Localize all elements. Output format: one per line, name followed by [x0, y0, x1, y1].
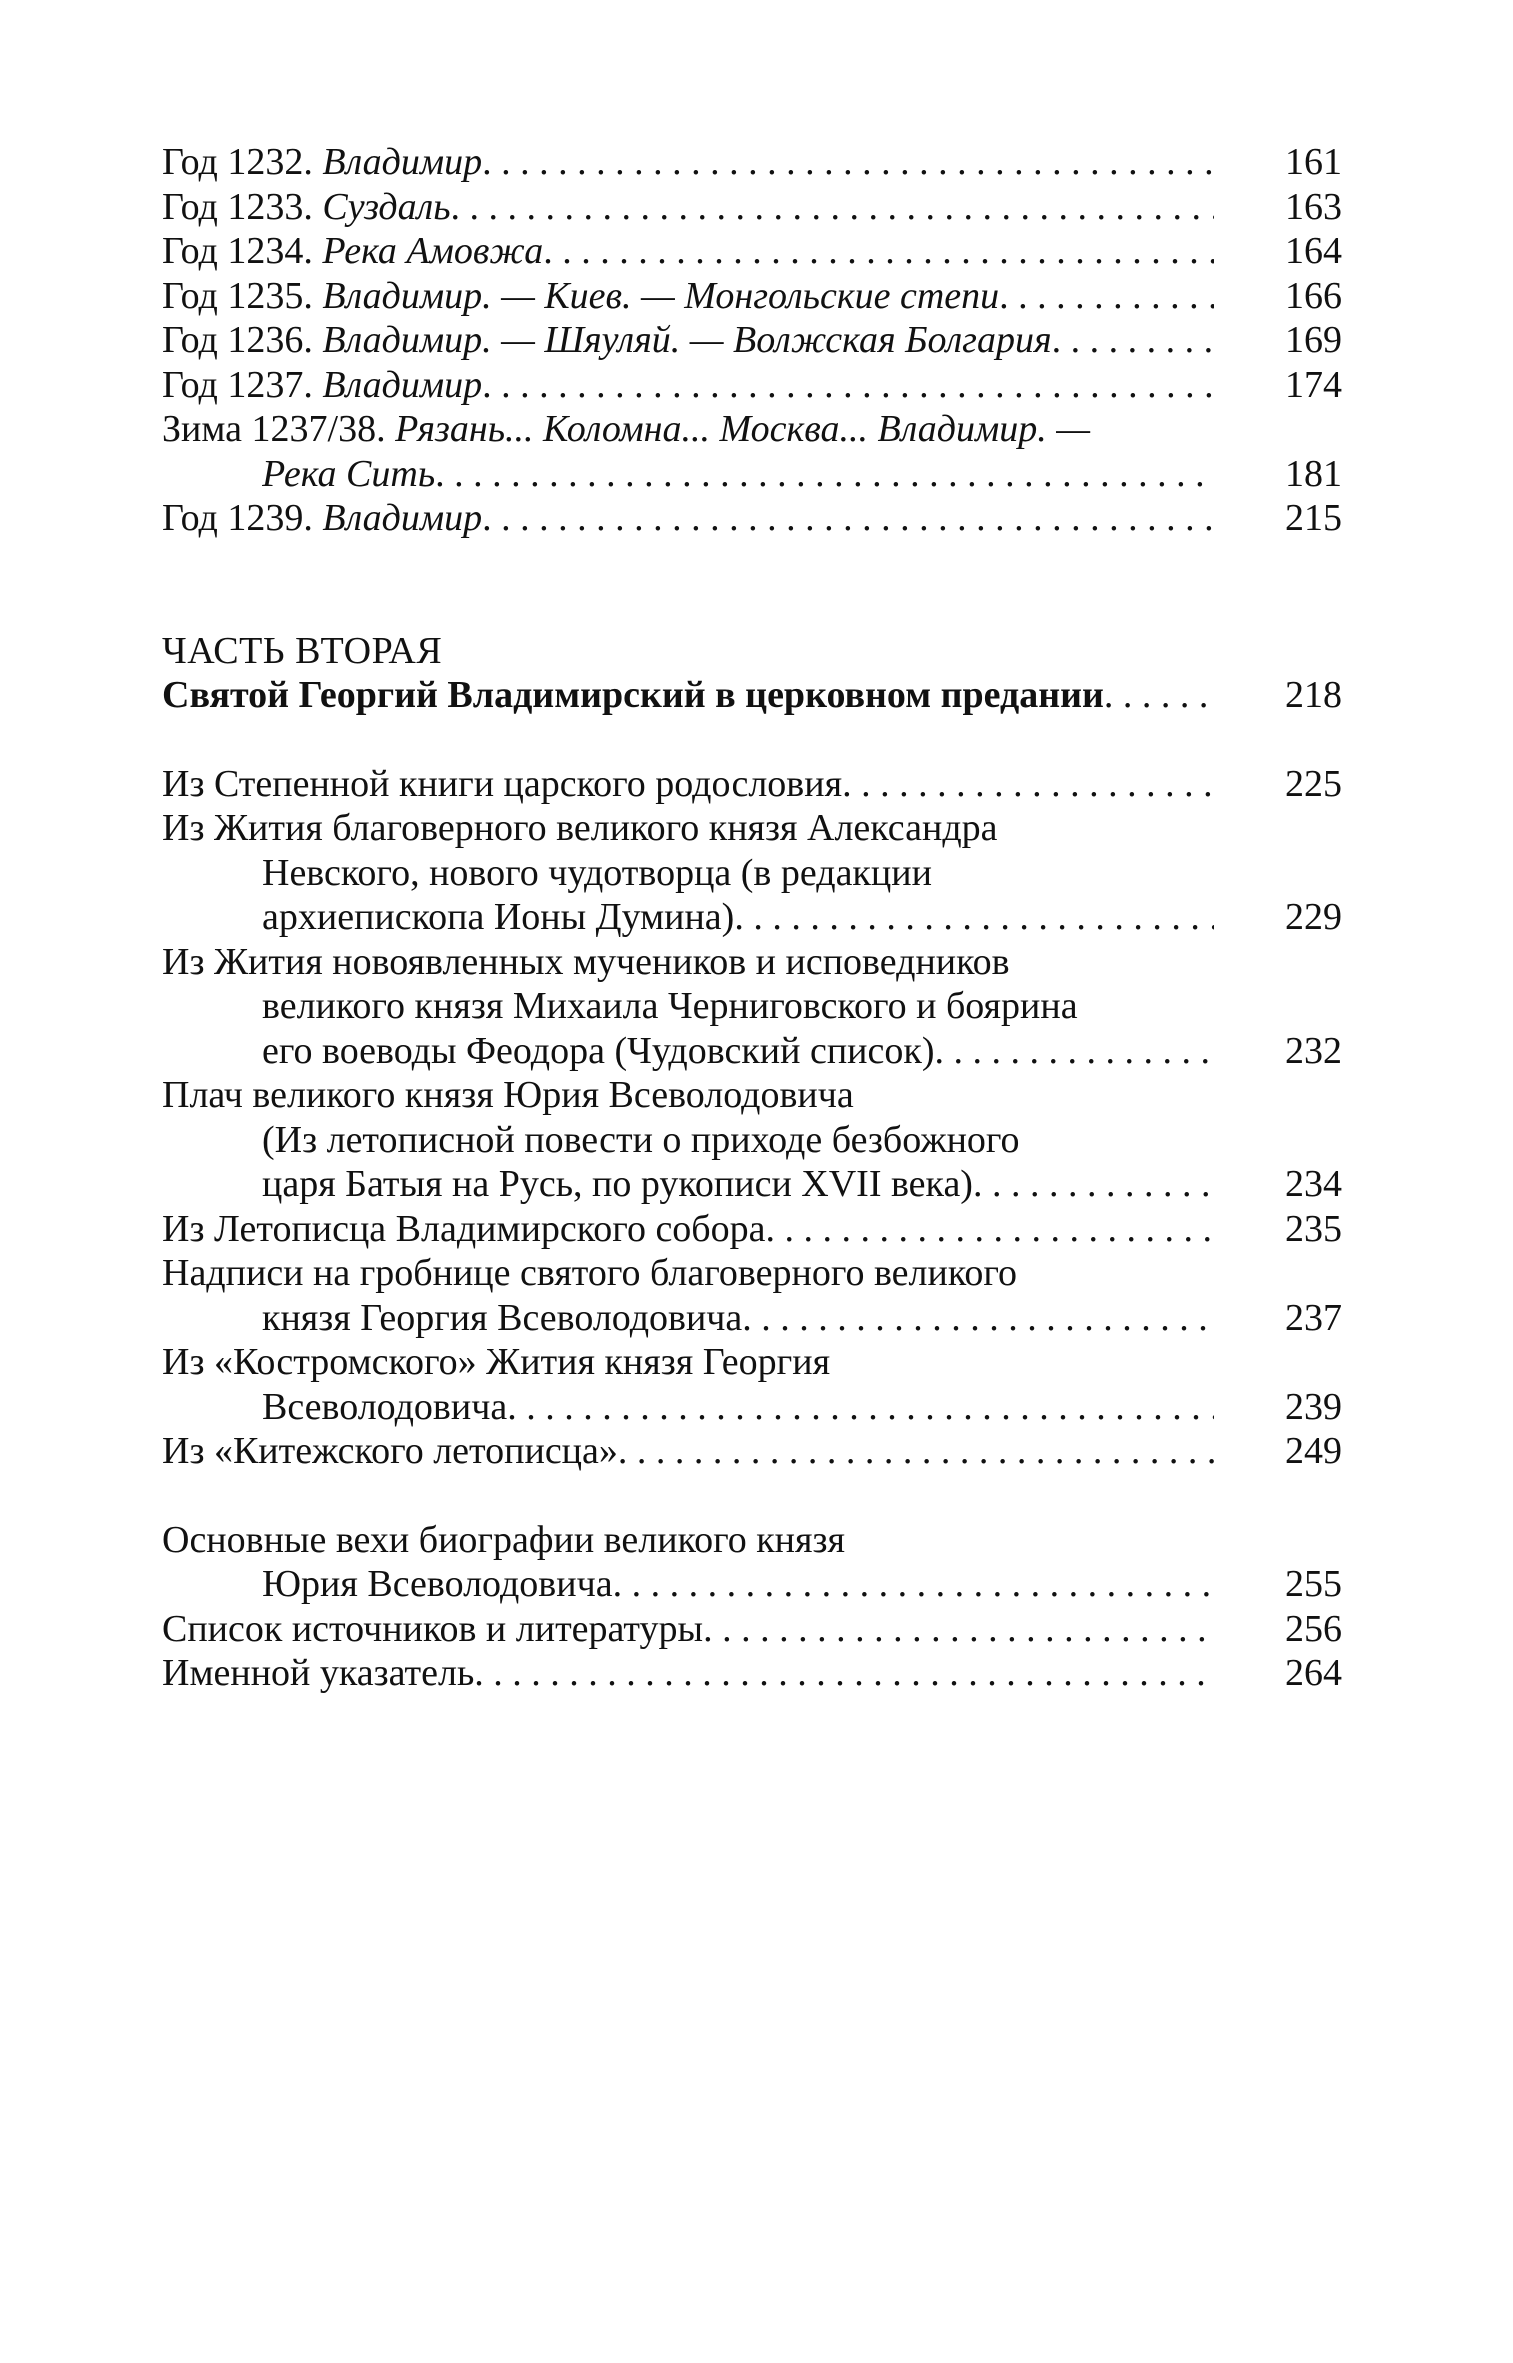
toc-entry[interactable]	[162, 496, 1342, 541]
entry-title: Плач великого князя Юрия Всеволодовича	[162, 1074, 854, 1116]
entry-prefix: Год 1233.	[162, 185, 323, 228]
toc-entry-winter[interactable]	[162, 407, 1342, 496]
entry-title-cont: (Из летописной повести о приходе безбожного	[262, 1118, 1020, 1161]
toc-entry[interactable]	[162, 229, 1342, 274]
page-number: 249	[1285, 1430, 1342, 1472]
toc-entry[interactable]	[162, 1607, 1342, 1652]
entry-title: Святой Георгий Владимирский в церковном предании	[162, 674, 1104, 716]
leader-dots	[451, 185, 1215, 230]
page-number: 232	[1285, 1029, 1342, 1072]
toc-entry[interactable]	[162, 806, 1342, 940]
toc-entry-bold[interactable]	[162, 673, 1342, 718]
entry-prefix: Год 1239.	[162, 497, 323, 539]
toc-entry[interactable]	[162, 1340, 1342, 1429]
page-number: 161	[1285, 141, 1342, 183]
entry-title-cont: Всеволодовича	[262, 1385, 508, 1428]
toc-entry[interactable]	[162, 940, 1342, 1074]
toc-entry[interactable]	[162, 140, 1342, 185]
entry-title: Из «Китежского летописца»	[162, 1430, 618, 1472]
page-number: 235	[1285, 1207, 1342, 1250]
leader-dots	[766, 1207, 1214, 1252]
page-number: 256	[1285, 1607, 1342, 1650]
leader-dots	[734, 895, 1214, 940]
toc-entry[interactable]	[162, 1251, 1342, 1340]
leader-dots	[543, 229, 1214, 274]
leader-dots	[703, 1607, 1214, 1652]
toc-entry[interactable]	[162, 1518, 1342, 1607]
leader-dots	[507, 1385, 1214, 1430]
entry-title-cont: великого князя Михаила Черниговского и боярина	[262, 985, 1078, 1027]
leader-dots	[613, 1562, 1214, 1607]
entry-place: Владимир	[322, 141, 483, 183]
page-number: 229	[1285, 896, 1342, 938]
leader-dots	[482, 140, 1214, 185]
entry-prefix: Зима 1237/38.	[162, 408, 396, 450]
page-number: 239	[1285, 1385, 1342, 1428]
entry-title-cont: князя Георгия Всеволодовича	[262, 1296, 743, 1339]
entry-title: Из Жития благоверного великого князя Александра	[162, 807, 998, 849]
entry-prefix: Год 1232.	[162, 141, 323, 183]
entry-title-cont: Юрия Всеволодовича	[262, 1563, 613, 1605]
toc-entry[interactable]	[162, 185, 1342, 230]
leader-dots	[742, 1296, 1214, 1341]
entry-title-cont: архиепископа Ионы Думина)	[262, 896, 735, 938]
page-number: 225	[1285, 762, 1342, 805]
toc-entry[interactable]	[162, 1429, 1342, 1474]
page-number: 234	[1285, 1163, 1342, 1205]
leader-dots	[435, 452, 1214, 497]
leader-dots	[482, 363, 1214, 408]
entry-title-cont: царя Батыя на Русь, по рукописи XVII века)	[262, 1163, 973, 1205]
entry-place: Река Амовжа	[322, 230, 544, 272]
leader-dots	[1052, 318, 1214, 363]
entry-title: Именной указатель	[162, 1652, 475, 1694]
entry-place: Суздаль	[322, 185, 451, 228]
entry-title: Надписи на гробнице святого благоверного великого	[162, 1252, 1018, 1294]
toc-entry[interactable]	[162, 762, 1342, 807]
entry-title: Из Летописца Владимирского собора	[162, 1207, 766, 1250]
page-number: 264	[1285, 1652, 1342, 1694]
entry-title: Из Жития новоявленных мучеников и исповедников	[162, 940, 1010, 983]
toc-entry[interactable]	[162, 363, 1342, 408]
entry-title: Из «Костромского» Жития князя Георгия	[162, 1341, 831, 1383]
toc-entry[interactable]	[162, 1073, 1342, 1207]
leader-dots	[999, 274, 1214, 319]
entry-place: Владимир	[322, 363, 483, 406]
entry-place: Владимир	[322, 497, 483, 539]
page-number: 163	[1285, 185, 1342, 228]
leader-dots	[973, 1162, 1214, 1207]
leader-dots	[842, 762, 1214, 807]
entry-title: Из Степенной книги царского родословия	[162, 762, 843, 805]
leader-dots	[1104, 673, 1214, 718]
toc-entry[interactable]	[162, 318, 1342, 363]
entry-prefix: Год 1237.	[162, 363, 323, 406]
leader-dots	[935, 1029, 1215, 1074]
leader-dots	[482, 496, 1214, 541]
page-number: 169	[1285, 319, 1342, 361]
entry-places-line1: Рязань... Коломна... Москва... Владимир. —	[395, 408, 1091, 450]
entry-prefix: Год 1234.	[162, 230, 323, 272]
page-number: 181	[1285, 452, 1342, 495]
page-number: 215	[1285, 497, 1342, 539]
toc-entry[interactable]	[162, 274, 1342, 319]
entry-title: Список источников и литературы	[162, 1607, 704, 1650]
toc-entry[interactable]	[162, 1651, 1342, 1696]
entry-title-cont: его воеводы Феодора (Чудовский список)	[262, 1029, 935, 1072]
part-two-heading: ЧАСТЬ ВТОРАЯ	[162, 629, 443, 672]
entry-place: Владимир. — Киев. — Монгольские степи	[322, 274, 1000, 317]
leader-dots	[618, 1429, 1214, 1474]
entry-title: Основные вехи биографии великого князя	[162, 1518, 845, 1561]
entry-place: Владимир. — Шяуляй. — Волжская Болгария	[322, 319, 1052, 361]
entry-places-line2: Река Сить	[262, 452, 436, 495]
leader-dots	[474, 1651, 1214, 1696]
page-number: 255	[1285, 1563, 1342, 1605]
entry-prefix: Год 1235.	[162, 274, 323, 317]
page-number: 237	[1285, 1296, 1342, 1339]
page-number: 218	[1285, 674, 1342, 716]
entry-title-cont: Невского, нового чудотворца (в редакции	[262, 851, 932, 894]
page-number: 166	[1285, 274, 1342, 317]
page-number: 174	[1285, 363, 1342, 406]
entry-prefix: Год 1236.	[162, 319, 323, 361]
table-of-contents	[162, 140, 1342, 1696]
page-number: 164	[1285, 230, 1342, 272]
toc-entry[interactable]	[162, 1207, 1342, 1252]
